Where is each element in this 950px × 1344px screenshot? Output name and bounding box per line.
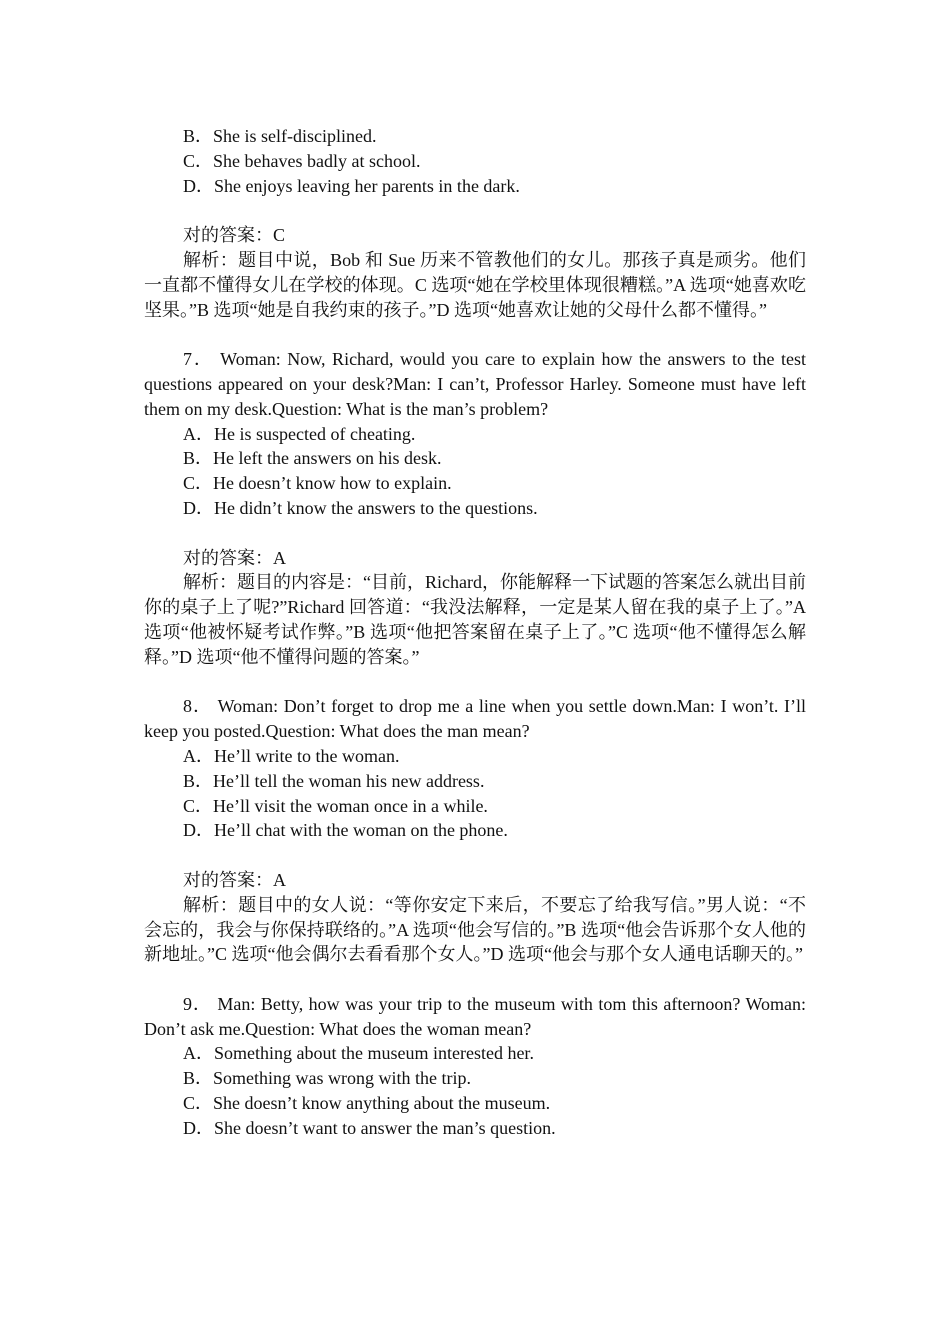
spacer (144, 198, 806, 223)
q7-option-b: B．He left the answers on his desk. (183, 448, 442, 469)
q7-answer: 对的答案：A (183, 547, 286, 568)
q6-answer: 对的答案：C (183, 225, 286, 246)
spacer (144, 967, 806, 992)
q9-option-b: B．Something was wrong with the trip. (183, 1068, 471, 1089)
q8-option-d: D．He’ll chat with the woman on the phone. (183, 820, 508, 841)
q8-answer: 对的答案：A (183, 869, 286, 890)
spacer (144, 521, 806, 546)
q9-option-c: C．She doesn’t know anything about the museum. (183, 1093, 551, 1114)
q8-option-a: A．He’ll write to the woman. (183, 745, 400, 766)
q7-option-c: C．He doesn’t know how to explain. (183, 473, 452, 494)
q6-explanation: 解析：题目中说，Bob 和 Sue 历来不管教他们的女儿。那孩子真是顽劣。他们一直都不懂得女儿在学校的体现。C 选项“她在学校里体现很糟糕。”A 选项“她喜欢吃坚果。”B 选项“她是自我约束的孩子。”D 选项“她喜欢让她的父母什么都不懂得。” (144, 249, 806, 320)
q7-stem: 7． Woman: Now, Richard, would you care to explain how the answers to the test questions appeared on your desk?Man: I can’t, Professor Harley. Someone must have left them on my desk.Question: What is the man’s problem? (144, 349, 806, 419)
spacer (144, 670, 806, 695)
q8-stem: 8． Woman: Don’t forget to drop me a line when you settle down.Man: I won’t. I’ll keep you posted.Question: What does the man mean? (144, 696, 806, 742)
spacer (144, 843, 806, 868)
q7-option-a: A．He is suspected of cheating. (183, 423, 416, 444)
spacer (144, 322, 806, 347)
q9-option-d: D．She doesn’t want to answer the man’s question. (183, 1117, 556, 1138)
document-content (144, 124, 806, 1141)
q8-option-b: B．He’ll tell the woman his new address. (183, 770, 485, 791)
q7-explanation: 解析：题目的内容是：“目前，Richard，你能解释一下试题的答案怎么就出目前你的桌子上了呢?”Richard 回答道：“我没法解释，一定是某人留在我的桌子上了。”A 选项“他被怀疑考试作弊。”B 选项“他把答案留在桌子上了。”C 选项“他不懂得怎么解释。”D 选项“他不懂得问题的答案。” (144, 572, 806, 667)
q9-stem: 9． Man: Betty, how was your trip to the museum with tom this afternoon? Woman: Don’t ask me.Question: What does the woman mean? (144, 993, 806, 1039)
q8-explanation: 解析：题目中的女人说：“等你安定下来后，不要忘了给我写信。”男人说：“不会忘的，我会与你保持联络的。”A 选项“他会写信的。”B 选项“他会告诉那个女人他的新地址。”C 选项“他会偶尔去看看那个女人。”D 选项“他会与那个女人通电话聊天的。” (144, 894, 806, 965)
q8-option-c: C．He’ll visit the woman once in a while. (183, 795, 488, 816)
q6-option-d: D．She enjoys leaving her parents in the dark. (183, 175, 520, 196)
q7-option-d: D．He didn’t know the answers to the questions. (183, 497, 538, 518)
q6-option-c: C．She behaves badly at school. (183, 150, 421, 171)
q9-option-a: A．Something about the museum interested her. (183, 1043, 534, 1064)
q6-option-b: B．She is self-disciplined. (183, 126, 377, 146)
